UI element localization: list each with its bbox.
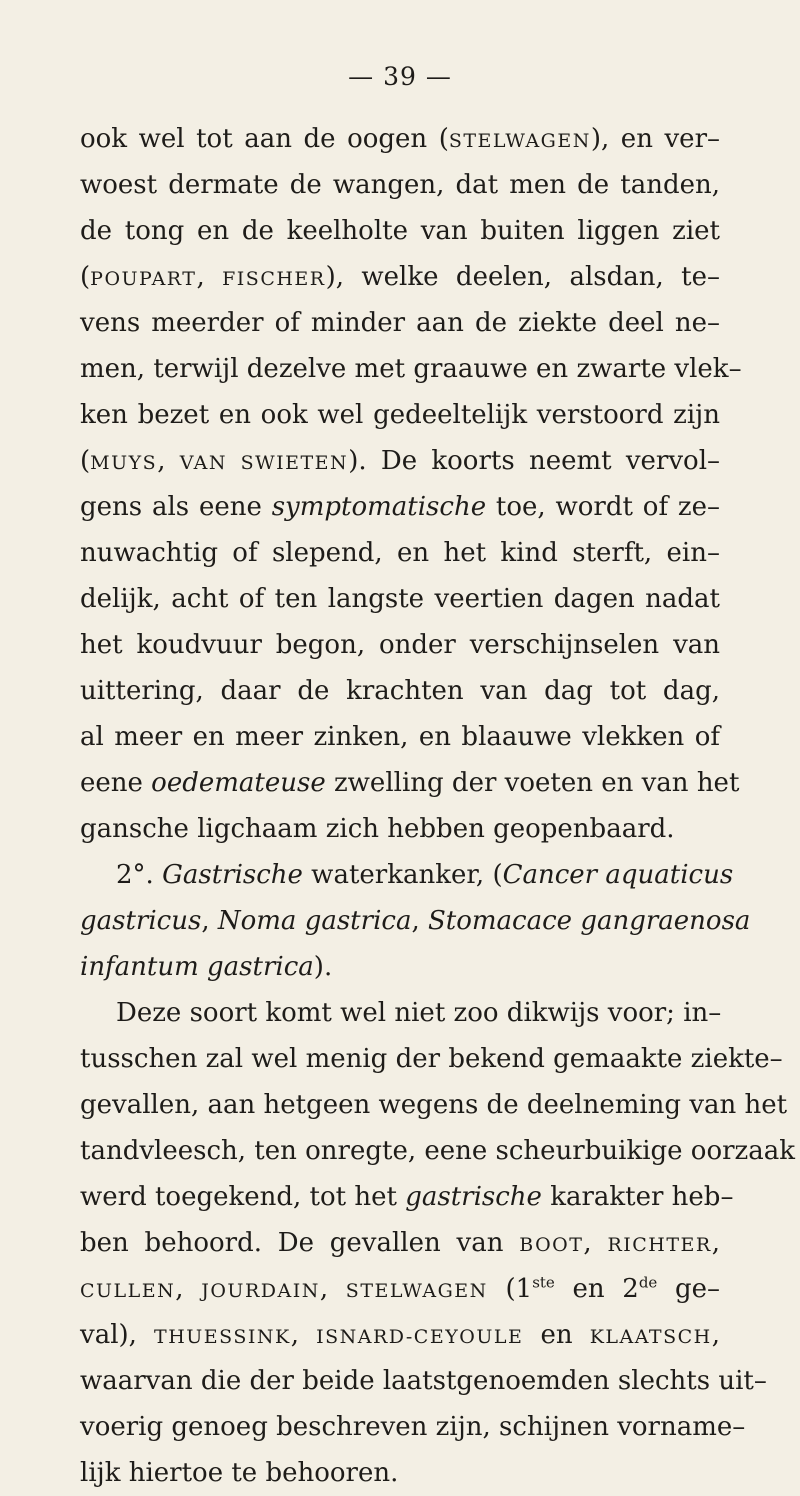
text-line [80,1404,746,1450]
text-run: , [201,906,218,936]
text-run: delijk, acht of ten langste veertien dagen nadat [80,584,720,614]
text-run: de tong en de keelholte van buiten liggen ziet [80,216,720,246]
text-line [80,1220,720,1266]
text-line [80,208,720,254]
text-run: voerig genoeg beschreven zijn, schijnen vorname– [80,1412,746,1442]
page-number: — 39 — [348,62,452,91]
italic-term: Cancer aquaticus [502,860,734,890]
text-run: Deze soort komt wel niet zoo dikwijs voor; in– [116,998,722,1028]
text-run: ken bezet en ook wel gedeeltelijk verstoord zijn [80,400,720,430]
text-run: vens meerder of minder aan de ziekte deel ne– [80,308,720,338]
text-line [80,484,720,530]
author-name: FISCHER [222,268,326,290]
text-run: , [583,1228,608,1258]
text-run: en [523,1320,590,1350]
text-line [80,668,720,714]
italic-term: oedemateuse [151,768,326,798]
author-name: JOURDAIN [201,1280,320,1302]
text-run: eene [80,768,152,798]
author-name: KLAATSCH [589,1326,712,1348]
italic-term: gastrische [405,1182,542,1212]
author-name: STELWAGEN [448,130,591,152]
text-run: , [711,1320,720,1350]
text-run: waterkanker, ( [302,860,503,890]
text-run: zwelling der voeten en van het [325,768,740,798]
text-run: , [157,446,180,476]
text-run: , [290,1320,317,1350]
author-name: STELWAGEN [345,1280,488,1302]
text-run: woest dermate de wangen, dat men de tanden, [80,170,720,200]
text-run: ), en ver– [590,124,720,154]
italic-term: gastricus [80,906,202,936]
text-line [80,530,720,576]
superscript: de [638,1273,658,1292]
text-line [80,392,720,438]
text-line [80,806,720,852]
text-line [80,116,720,162]
text-run: ben behoord. De gevallen van [80,1228,520,1258]
author-name: POUPART [90,268,197,290]
text-line [80,162,720,208]
text-run: tusschen zal wel menig der bekend gemaakte ziekte– [80,1044,783,1074]
author-name: VAN SWIETEN [179,452,349,474]
text-run: toe, wordt of ze– [486,492,720,522]
text-run: ). De koorts neemt vervol– [348,446,721,476]
superscript: ste [532,1273,555,1292]
text-line [80,1358,767,1404]
text-run: , [411,906,428,936]
text-line [80,1082,788,1128]
text-run: lijk hiertoe te behooren. [80,1458,399,1488]
text-line [80,346,742,392]
text-line [80,254,720,300]
text-run: uittering, daar de krachten van dag tot dag, [80,676,720,706]
text-run: ( [80,446,91,476]
text-line [80,1174,734,1220]
text-run: ge– [657,1274,721,1304]
text-run: ), welke deelen, alsdan, te– [325,262,721,292]
text-line [80,898,751,944]
italic-term: symptomatische [271,492,487,522]
text-run: , [319,1274,346,1304]
author-name: BOOT [519,1234,584,1256]
text-line [80,852,734,898]
text-run: ). [313,952,333,982]
text-line [80,1128,795,1174]
text-run: 2°. [116,860,163,890]
author-name: THUESSINK [154,1326,291,1348]
italic-term: Noma gastrica [217,906,412,936]
text-run: waarvan die der beide laatstgenoemden slechts uit– [80,1366,767,1396]
italic-term: Gastrische [162,860,303,890]
text-run: en 2 [554,1274,639,1304]
text-run: gens als eene [80,492,272,522]
text-run: karakter heb– [541,1182,734,1212]
author-name: RICHTER [607,1234,712,1256]
text-run: gansche ligchaam zich hebben geopenbaard. [80,814,675,844]
text-line [80,760,740,806]
text-line [80,1450,720,1496]
text-line [80,1036,783,1082]
italic-term: Stomacace gangraenosa [427,906,751,936]
italic-term: infantum gastrica [80,952,314,982]
text-run: , [175,1274,202,1304]
text-run: het koudvuur begon, onder verschijnselen van [80,630,720,660]
text-line [80,576,720,622]
text-run: gevallen, aan hetgeen wegens de deelneming van het [80,1090,788,1120]
text-run: (1 [487,1274,533,1304]
text-run: tandvleesch, ten onregte, eene scheurbuikige oorzaak [80,1136,795,1166]
text-run: al meer en meer zinken, en blaauwe vlekken of [80,722,720,752]
text-run: werd toegekend, tot het [80,1182,406,1212]
text-run: , [711,1228,720,1258]
text-run: val), [80,1320,155,1350]
text-line [80,1312,720,1358]
text-line [80,300,720,346]
body-text [80,116,795,1496]
author-name: CULLEN [80,1280,176,1302]
text-run: ( [80,262,91,292]
text-run: nuwachtig of slepend, en het kind sterft, ein– [80,538,720,568]
text-line [80,622,720,668]
author-name: ISNARD-CEYOULE [316,1326,524,1348]
text-run: , [196,262,223,292]
text-run: men, terwijl dezelve met graauwe en zwarte vlek– [80,354,742,384]
text-line [80,944,720,990]
text-line [80,1266,720,1312]
text-line [80,438,720,484]
text-line [80,714,720,760]
text-line [80,990,720,1036]
text-run: ook wel tot aan de oogen ( [80,124,449,154]
author-name: MUYS [90,452,158,474]
